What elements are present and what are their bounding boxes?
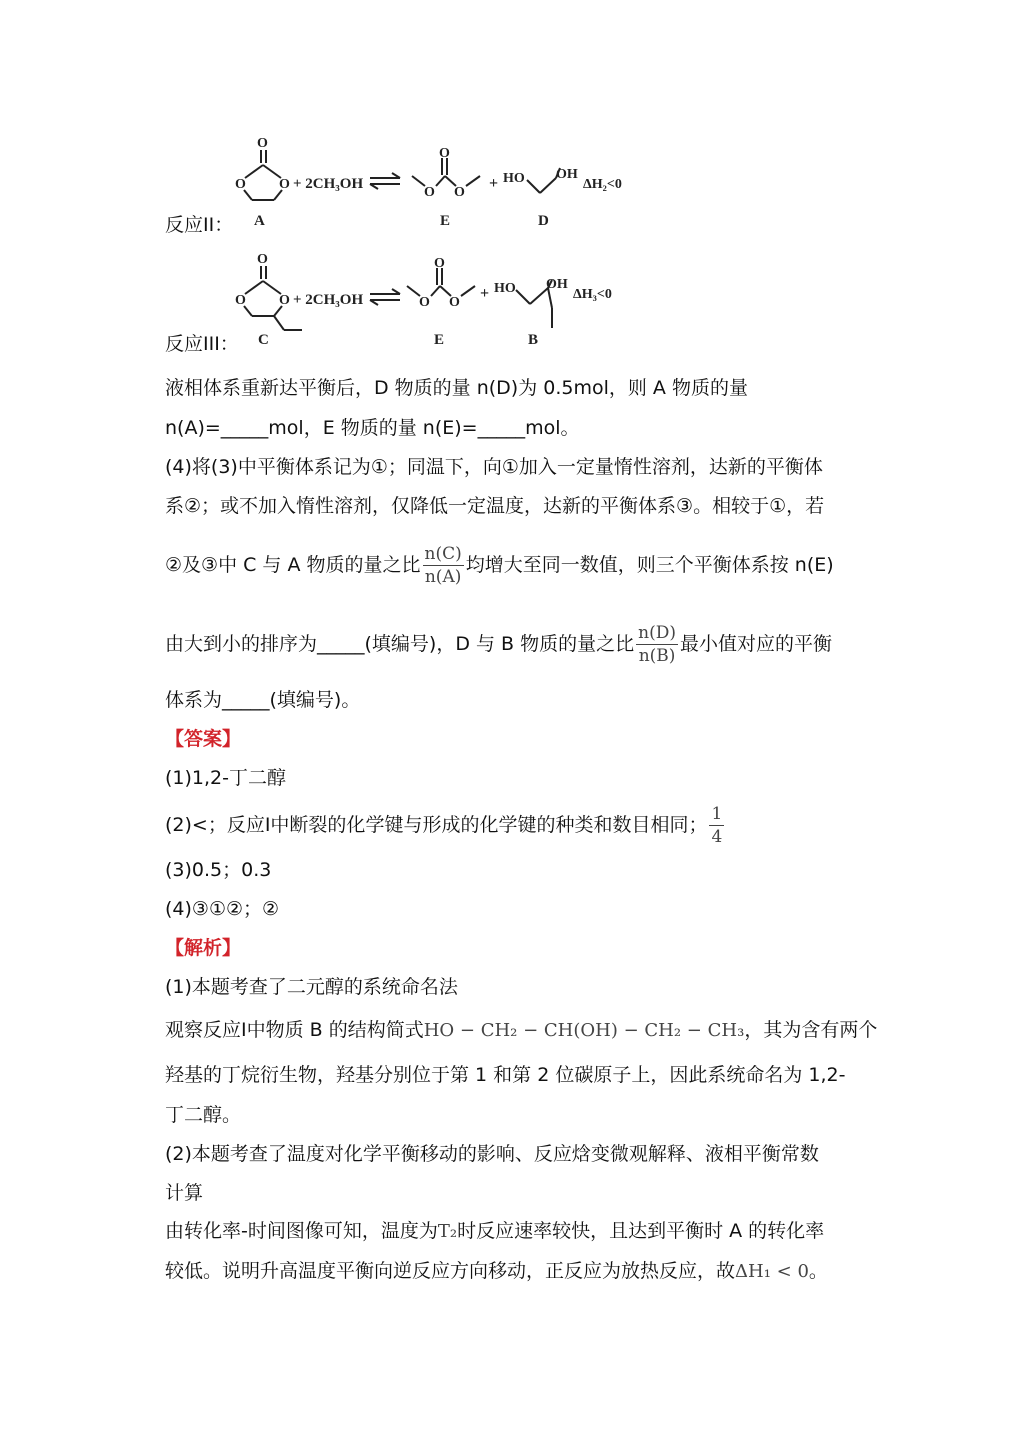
text-segment: 时反应速率较快，且达到平衡时 A 的转化率 [457, 1220, 825, 1242]
enthalpy-dh1: ΔH₁ < 0 [735, 1261, 809, 1282]
fraction-numerator: n(C) [424, 544, 462, 564]
text-segment: 最小值对应的平衡 [679, 633, 832, 655]
analysis-heading: 【解析】 [165, 937, 242, 959]
molecule-E [407, 268, 475, 296]
compound-letter: B [528, 332, 539, 348]
reaction-3-label: 反应III： [165, 333, 239, 355]
answer-line: (1)1,2-丁二醇 [165, 767, 286, 789]
analysis-line-with-math [165, 1259, 828, 1284]
compound-letter: A [254, 213, 265, 229]
atom-o: O [439, 146, 450, 161]
compound-letter: D [538, 213, 549, 229]
atom-o: O [419, 295, 430, 310]
atom-o: O [235, 177, 246, 192]
fraction-denominator: n(B) [638, 646, 676, 666]
atom-o: O [449, 295, 460, 310]
atom-o: O [257, 252, 268, 267]
analysis-line: 羟基的丁烷衍生物，羟基分别位于第 1 和第 2 位碳原子上，因此系统命名为 1,2- [165, 1064, 846, 1086]
atom-o: O [279, 293, 290, 308]
text-segment: 由转化率-时间图像可知，温度为 [165, 1220, 438, 1242]
atom-oh: OH [546, 277, 568, 292]
plus-sign: + [480, 285, 490, 302]
fraction-one-quarter [709, 803, 724, 848]
answer-line: (4)③①②；② [165, 898, 280, 920]
fraction-nd-nb [636, 622, 678, 667]
text-segment: 由大到小的排序为_____(填编号)，D 与 B 物质的量之比 [165, 633, 635, 655]
analysis-line: 计算 [165, 1182, 204, 1204]
atom-ho: HO [494, 281, 516, 296]
compound-letter: E [434, 332, 445, 348]
answer-line-with-fraction [165, 800, 726, 850]
enthalpy-condition: ΔH₂<0 [583, 177, 622, 192]
text-line: (4)将(3)中平衡体系记为①；同温下，向①加入一定量惰性溶剂，达新的平衡体 [165, 456, 823, 478]
atom-o: O [235, 293, 246, 308]
analysis-line: (2)本题考查了温度对化学平衡移动的影响、反应焓变微观解释、液相平衡常数 [165, 1143, 819, 1165]
plus-sign: + [489, 175, 499, 192]
analysis-line: (1)本题考查了二元醇的系统命名法 [165, 976, 458, 998]
atom-oh: OH [556, 167, 578, 182]
text-line: n(A)=_____mol，E 物质的量 n(E)=_____mol。 [165, 417, 580, 439]
text-line: 液相体系重新达平衡后，D 物质的量 n(D)为 0.5mol，则 A 物质的量 [165, 377, 748, 399]
analysis-line: 丁二醇。 [165, 1104, 242, 1126]
atom-o: O [424, 185, 435, 200]
fraction-nc-na [423, 543, 464, 588]
analysis-line-with-formula [165, 1018, 877, 1043]
text-segment: 观察反应I中物质 B 的结构简式 [165, 1019, 424, 1041]
compound-letter: C [258, 332, 269, 348]
atom-o: O [257, 136, 268, 151]
atom-o: O [454, 185, 465, 200]
equilibrium-arrow-icon [370, 289, 400, 305]
fraction-numerator: n(D) [638, 623, 676, 643]
atom-o: O [279, 177, 290, 192]
text-line-with-fraction [165, 622, 832, 667]
text-segment: 较低。说明升高温度平衡向逆反应方向移动，正反应为放热反应，故 [165, 1260, 736, 1282]
compound-letter: E [440, 213, 451, 229]
text-line: 系②；或不加入惰性溶剂，仅降低一定温度，达新的平衡体系③。相较于①，若 [165, 495, 825, 517]
text-segment: ，其为含有两个 [744, 1019, 878, 1041]
structural-formula-b: HO − CH₂ − CH(OH) − CH₂ − CH₃ [423, 1020, 745, 1041]
enthalpy-condition: ΔH₃<0 [573, 287, 612, 302]
text-line: 体系为_____(填编号)。 [165, 689, 361, 711]
text-line-with-fraction [165, 543, 834, 588]
atom-o: O [434, 256, 445, 271]
text-segment: ②及③中 C 与 A 物质的量之比 [165, 554, 421, 576]
reagent-text: + 2CH₃OH [293, 292, 364, 308]
answer-line: (3)0.5；0.3 [165, 859, 272, 881]
fraction-numerator: 1 [711, 804, 723, 824]
analysis-line-with-math [165, 1219, 824, 1244]
temperature-t2: T₂ [437, 1221, 458, 1242]
text-segment: 。 [808, 1260, 828, 1282]
reaction-3-scheme [0, 0, 1020, 360]
fraction-denominator: n(A) [424, 567, 462, 587]
reagent-text: + 2CH₃OH [293, 176, 364, 192]
answer-heading: 【答案】 [165, 728, 242, 750]
text-segment: 均增大至同一数值，则三个平衡体系按 n(E) [465, 554, 834, 576]
reaction-2-label: 反应II： [165, 214, 234, 236]
atom-ho: HO [503, 171, 525, 186]
fraction-denominator: 4 [711, 827, 723, 847]
text-segment: (2)<；反应I中断裂的化学键与形成的化学键的种类和数目相同； [165, 814, 708, 836]
